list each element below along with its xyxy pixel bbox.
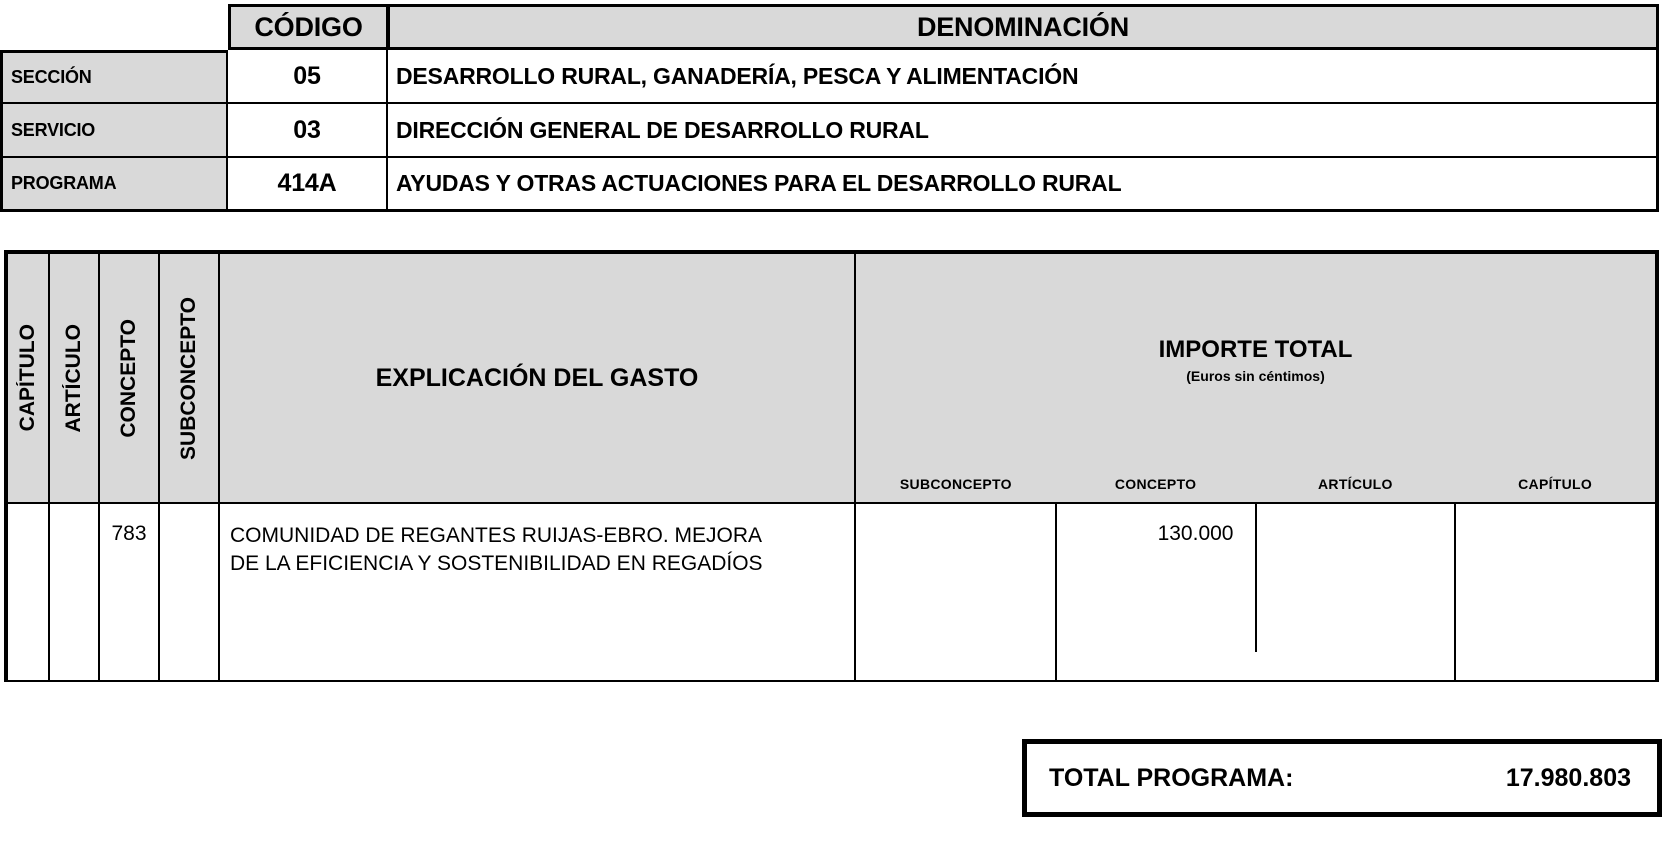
header-row-seccion [0, 50, 1659, 104]
column-header-articulo [50, 254, 100, 502]
importe-total-title: IMPORTE TOTAL [1158, 336, 1353, 363]
cell-explicacion-del-gasto [220, 504, 856, 680]
cell-capitulo [8, 504, 50, 680]
column-header-articulo-label: ARTÍCULO [62, 323, 85, 433]
total-programa-box [1022, 739, 1662, 817]
expense-table-header-row [8, 254, 1655, 504]
column-header-explicacion-del-gasto [220, 254, 856, 502]
column-header-explicacion-label: EXPLICACIÓN DEL GASTO [375, 363, 699, 392]
cell-subconcepto [160, 504, 220, 680]
importe-subcolumn-capitulo: CAPÍTULO [1518, 476, 1593, 492]
codigo-column-header: CÓDIGO [228, 4, 388, 50]
importe-subcolumn-subconcepto: SUBCONCEPTO [899, 476, 1012, 492]
row-denomination-seccion: DESARROLLO RURAL, GANADERÍA, PESCA Y ALIMENTACIÓN [388, 50, 1659, 104]
cell-importe-concepto: 130.000 [1057, 504, 1256, 680]
explicacion-line-1: COMUNIDAD DE REGANTES RUIJAS-EBRO. MEJORA [230, 524, 763, 547]
header-table-title-row [0, 4, 1659, 50]
row-code-servicio: 03 [228, 104, 388, 158]
row-label-seccion: SECCIÓN [0, 50, 228, 104]
cell-articulo [50, 504, 100, 680]
column-header-capitulo-label: CAPÍTULO [16, 324, 39, 432]
explicacion-line-2: DE LA EFICIENCIA Y SOSTENIBILIDAD EN REGADÍOS [230, 552, 763, 576]
cell-importe-capitulo [1456, 504, 1655, 680]
table-row [8, 504, 1655, 680]
importe-total-subtitle: (Euros sin céntimos) [1186, 368, 1325, 384]
row-code-seccion: 05 [228, 50, 388, 104]
importe-total-title-block [856, 336, 1655, 384]
row-label-programa: PROGRAMA [0, 158, 228, 212]
column-header-subconcepto-label: SUBCONCEPTO [177, 296, 200, 460]
cell-concepto: 783 [100, 504, 160, 680]
program-header-table [0, 4, 1659, 212]
column-header-capitulo [8, 254, 50, 502]
importe-subcolumn-concepto: CONCEPTO [1114, 476, 1197, 492]
column-header-concepto [100, 254, 160, 502]
row-code-programa: 414A [228, 158, 388, 212]
cell-importe-subconcepto [856, 504, 1057, 680]
header-row-programa [0, 158, 1659, 212]
total-programa-value: 17.980.803 [1505, 763, 1631, 792]
expense-detail-table [4, 250, 1659, 682]
cell-importe-articulo [1256, 504, 1457, 680]
header-row-servicio [0, 104, 1659, 158]
header-spacer-cell [0, 4, 228, 50]
row-denomination-servicio: DIRECCIÓN GENERAL DE DESARROLLO RURAL [388, 104, 1659, 158]
importe-subcolumn-articulo: ARTÍCULO [1318, 476, 1393, 492]
column-header-concepto-label: CONCEPTO [117, 318, 140, 438]
importe-subcolumn-headers [856, 476, 1655, 492]
total-programa-label: TOTAL PROGRAMA: [1049, 763, 1294, 792]
denominacion-column-header: DENOMINACIÓN [388, 4, 1659, 50]
column-header-importe-total [856, 254, 1655, 502]
row-label-servicio: SERVICIO [0, 104, 228, 158]
column-header-subconcepto [160, 254, 220, 502]
row-denomination-programa: AYUDAS Y OTRAS ACTUACIONES PARA EL DESARROLLO RURAL [388, 158, 1659, 212]
cell-importe-group [856, 504, 1655, 680]
